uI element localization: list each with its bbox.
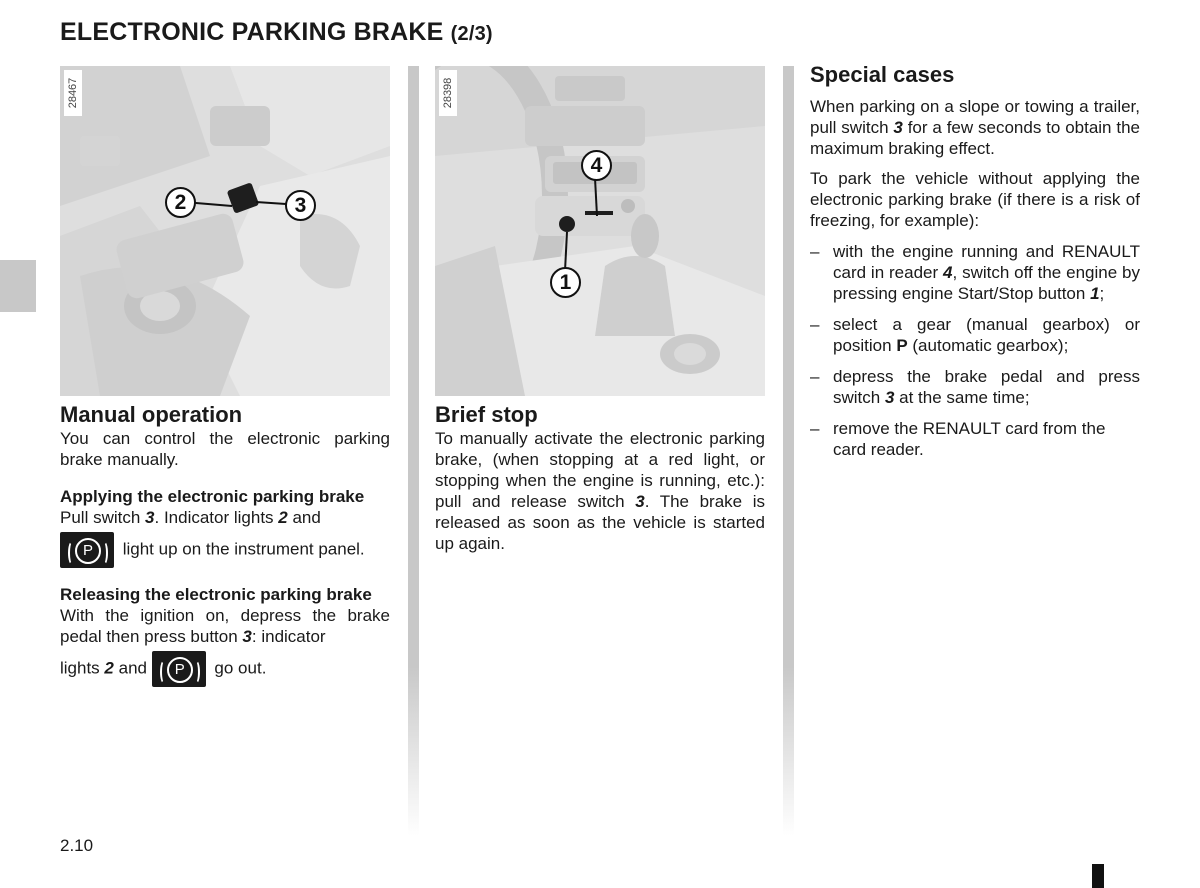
special-cases-heading: Special cases [810, 62, 955, 87]
parking-brake-icon: P [60, 532, 114, 568]
brief-stop-text: To manually activate the electronic parking brake, (when stopping at a red light, or stopping when the engine is running, etc.): pull and release switch 3. The brake is released as soon as the vehicle is started up again. [435, 429, 765, 553]
callout-4: 4 [581, 150, 612, 181]
page-title-part: (2/3) [450, 23, 493, 45]
applying-text-2: P light up on the instrument panel. [60, 532, 390, 568]
section-tab [0, 260, 36, 312]
callout-1: 1 [550, 267, 581, 298]
figure-ref-middle: 28398 [439, 70, 457, 116]
releasing-text: With the ignition on, depress the brake pedal then press button 3: indicator [60, 606, 390, 646]
special-p2: To park the vehicle without applying the electronic parking brake (if there is a risk of freezing, for example): [810, 169, 1140, 230]
figure-console-switch [60, 66, 390, 396]
special-cases-section [810, 62, 1140, 460]
list-item: – with the engine running and RENAULT card in reader 4, switch off the engine by pressing engine Start/Stop button 1; [810, 241, 1140, 304]
applying-heading: Applying the electronic parking brake [60, 487, 365, 506]
list-item: – select a gear (manual gearbox) or position P (automatic gearbox); [810, 314, 1140, 356]
page-number: 2.10 [60, 836, 94, 855]
manual-operation-section [60, 402, 390, 687]
manual-intro: You can control the electronic parking brake manually. [60, 429, 390, 469]
callout-3: 3 [285, 190, 316, 221]
applying-text: Pull switch 3. Indicator lights 2 and [60, 508, 321, 527]
releasing-heading: Releasing the electronic parking brake [60, 585, 372, 604]
callout-2: 2 [165, 187, 196, 218]
special-p1: When parking on a slope or towing a trailer, pull switch 3 for a few seconds to obtain the maximum braking effect. [810, 97, 1140, 158]
edge-marker [1092, 864, 1104, 888]
dashboard-illustration [435, 66, 765, 396]
brief-stop-section [435, 402, 765, 554]
column-divider-left [408, 66, 419, 836]
figure-dashboard [435, 66, 765, 396]
list-item: – remove the RENAULT card from the card reader. [810, 418, 1140, 460]
console-illustration [60, 66, 390, 396]
page-title [60, 18, 493, 47]
figure-ref-left: 28467 [64, 70, 82, 116]
list-item: – depress the brake pedal and press switch 3 at the same time; [810, 366, 1140, 408]
page-title-text: ELECTRONIC PARKING BRAKE [60, 18, 444, 46]
brief-stop-heading: Brief stop [435, 402, 538, 427]
releasing-text-2: lights 2 and P go out. [60, 651, 390, 687]
column-divider-right [783, 66, 794, 836]
special-list [810, 241, 1140, 460]
parking-brake-icon: P [152, 651, 206, 687]
manual-operation-heading: Manual operation [60, 402, 243, 427]
